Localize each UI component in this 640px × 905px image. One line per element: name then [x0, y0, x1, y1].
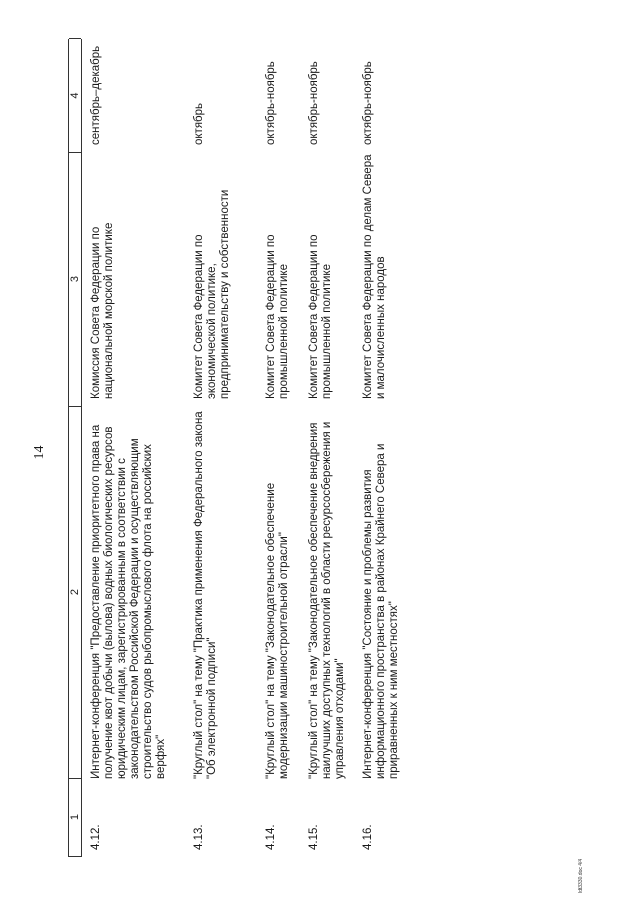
responsible-committee: Комитет Совета Федерации по промышленной политике — [308, 234, 333, 399]
row-number: 4.13. — [193, 824, 205, 850]
table-row — [362, 0, 422, 905]
table-header — [68, 39, 82, 857]
header-col-1: 1 — [69, 778, 81, 857]
row-number: 4.14. — [265, 824, 277, 850]
header-col-4: 4 — [69, 38, 81, 153]
table-row — [265, 0, 305, 905]
responsible-committee: Комиссия Совета Федерации по национальной морской политике — [90, 222, 115, 399]
period: сентябрь–декабрь — [90, 45, 102, 145]
period: октябрь-ноябрь — [265, 61, 277, 145]
responsible-committee: Комитет Совета Федерации по делам Севера и малочисленных народов — [362, 154, 387, 399]
file-footer: ldt3330.doc 4/4 — [578, 858, 584, 893]
row-number: 4.16. — [362, 824, 374, 850]
period: октябрь-ноябрь — [362, 61, 374, 145]
period: октябрь — [193, 102, 205, 145]
responsible-committee: Комитет Совета Федерации по промышленной политике — [265, 234, 290, 399]
event-title: "Круглый стол" на тему "Законодательное обеспечение модернизации машиностроительной отрасли" — [265, 482, 290, 779]
page-number: 14 — [32, 445, 47, 460]
table-row — [90, 0, 195, 905]
responsible-committee: Комитет Совета Федерации по экономической политике, предпринимательству и собственности — [193, 189, 231, 399]
event-title: "Круглый стол" на тему "Практика применения Федерального закона "Об электронной подписи" — [193, 411, 218, 779]
table-row — [308, 0, 353, 905]
header-col-2: 2 — [69, 406, 81, 779]
row-number: 4.12. — [90, 824, 102, 850]
table-row — [193, 0, 253, 905]
row-number: 4.15. — [308, 824, 320, 850]
header-col-3: 3 — [69, 152, 81, 407]
period: октябрь-ноябрь — [308, 61, 320, 145]
event-title: "Круглый стол" на тему "Законодательное обеспечение внедрения наилучших доступных технологий в области ресурсосбережения и управления отходами" — [308, 421, 346, 779]
event-title: Интернет-конференция "Состояние и проблемы развития информационного пространства в районах Крайнего Севера и приравненных к ним местностях" — [362, 443, 400, 779]
event-title: Интернет-конференция "Предоставление приоритетного права на получение квот добычи (вылова) водных биологических ресурсов юридическим лицам, зарегистрированным в соответствии с законодательством Российской Федерации и осуществляющим строительство судов рыбопромыслового флота на российских верфях" — [90, 424, 167, 779]
